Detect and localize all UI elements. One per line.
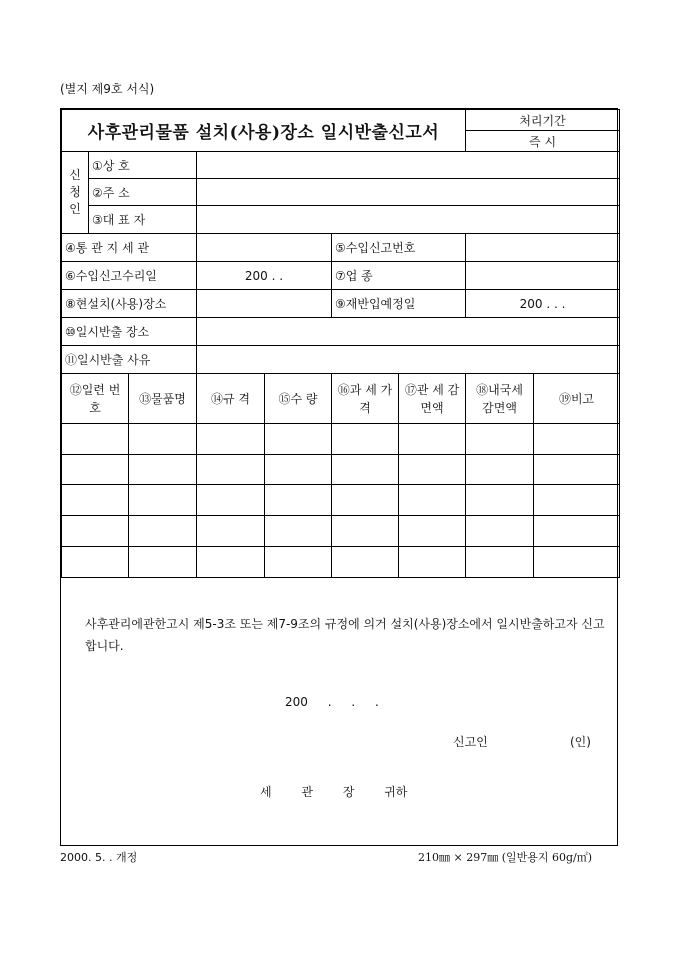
table-row	[62, 485, 620, 516]
customs-office-field[interactable]	[197, 234, 332, 262]
table-cell[interactable]	[62, 455, 129, 485]
table-cell[interactable]	[466, 424, 534, 455]
form-table	[61, 109, 620, 578]
export-reason-label: ⑪일시반출 사유	[62, 346, 197, 374]
table-cell[interactable]	[197, 455, 265, 485]
table-cell[interactable]	[466, 485, 534, 516]
export-place-field[interactable]	[197, 318, 620, 346]
table-cell[interactable]	[265, 424, 332, 455]
table-row	[62, 516, 620, 547]
table-cell[interactable]	[466, 516, 534, 547]
table-cell[interactable]	[265, 547, 332, 578]
applicant-address-field[interactable]	[197, 179, 620, 206]
table-cell[interactable]	[534, 424, 620, 455]
addressee: 세 관 장 귀하	[260, 785, 408, 799]
export-reason-field[interactable]	[197, 346, 620, 374]
table-cell[interactable]	[129, 485, 197, 516]
table-cell[interactable]	[129, 424, 197, 455]
processing-period-value: 즉 시	[466, 131, 620, 152]
col-header-quantity: ⑮수 량	[265, 374, 332, 424]
table-cell[interactable]	[197, 516, 265, 547]
table-cell[interactable]	[332, 485, 399, 516]
table-cell[interactable]	[534, 455, 620, 485]
table-cell[interactable]	[332, 547, 399, 578]
table-cell[interactable]	[332, 516, 399, 547]
col-header-customs-reduction: ⑰관 세 감면액	[399, 374, 466, 424]
table-row	[62, 547, 620, 578]
current-location-label: ⑧현설치(사용)장소	[62, 290, 197, 318]
col-header-taxable-value: ⑯과 세 가 격	[332, 374, 399, 424]
acceptance-date-field[interactable]: 200 . .	[197, 262, 332, 290]
col-header-domestic-tax-reduction: ⑱내국세 감면액	[466, 374, 534, 424]
acceptance-date-label: ⑥수입신고수리일	[62, 262, 197, 290]
table-cell[interactable]	[399, 516, 466, 547]
form-title: 사후관리물품 설치(사용)장소 일시반출신고서	[62, 110, 466, 152]
table-cell[interactable]	[265, 455, 332, 485]
reimport-date-field[interactable]: 200 . . .	[466, 290, 620, 318]
business-type-label: ⑦업 종	[332, 262, 466, 290]
table-cell[interactable]	[62, 424, 129, 455]
applicant-address-label: ②주 소	[89, 179, 197, 206]
table-cell[interactable]	[265, 485, 332, 516]
seal-mark[interactable]: (인)	[570, 735, 591, 749]
reimport-date-label: ⑨재반입예정일	[332, 290, 466, 318]
business-type-field[interactable]	[466, 262, 620, 290]
processing-period-label: 처리기간	[466, 110, 620, 131]
form-frame	[60, 108, 618, 846]
applicant-representative-field[interactable]	[197, 206, 620, 234]
current-location-field[interactable]	[197, 290, 332, 318]
export-place-label: ⑩일시반출 장소	[62, 318, 197, 346]
table-cell[interactable]	[265, 516, 332, 547]
table-cell[interactable]	[197, 485, 265, 516]
table-cell[interactable]	[332, 424, 399, 455]
table-cell[interactable]	[62, 485, 129, 516]
table-cell[interactable]	[197, 547, 265, 578]
table-cell[interactable]	[62, 516, 129, 547]
applicant-representative-label: ③대 표 자	[89, 206, 197, 234]
revision-note: 2000. 5. . 개정	[60, 851, 138, 864]
declaration-section	[61, 591, 619, 847]
table-cell[interactable]	[399, 455, 466, 485]
col-header-item-name: ⑬물품명	[129, 374, 197, 424]
declaration-text: 사후관리에관한고시 제5-3조 또는 제7-9조의 규정에 의거 설치(사용)장소에서 일시반출하고자 신고합니다.	[85, 617, 605, 653]
table-cell[interactable]	[399, 424, 466, 455]
col-header-spec: ⑭규 격	[197, 374, 265, 424]
table-cell[interactable]	[62, 547, 129, 578]
applicant-trade-name-field[interactable]	[197, 152, 620, 179]
signer-label: 신고인	[453, 735, 488, 749]
col-header-remarks: ⑲비고	[534, 374, 620, 424]
table-cell[interactable]	[466, 455, 534, 485]
table-cell[interactable]	[129, 455, 197, 485]
table-cell[interactable]	[534, 485, 620, 516]
customs-office-label: ④통 관 지 세 관	[62, 234, 197, 262]
table-cell[interactable]	[399, 547, 466, 578]
applicant-trade-name-label: ①상 호	[89, 152, 197, 179]
table-cell[interactable]	[466, 547, 534, 578]
table-cell[interactable]	[399, 485, 466, 516]
table-cell[interactable]	[534, 516, 620, 547]
import-declaration-number-label: ⑤수입신고번호	[332, 234, 466, 262]
declaration-date[interactable]: 200 . . .	[285, 695, 379, 709]
table-row	[62, 424, 620, 455]
applicant-group-label: 신 청 인	[62, 152, 89, 234]
table-cell[interactable]	[197, 424, 265, 455]
table-cell[interactable]	[129, 516, 197, 547]
table-cell[interactable]	[534, 547, 620, 578]
form-caption: (별지 제9호 서식)	[60, 82, 155, 96]
import-declaration-number-field[interactable]	[466, 234, 620, 262]
table-row	[62, 455, 620, 485]
table-cell[interactable]	[332, 455, 399, 485]
table-cell[interactable]	[129, 547, 197, 578]
paper-spec: 210㎜ × 297㎜ (일반용지 60g/㎡)	[418, 851, 593, 864]
col-header-serial: ⑫일련 번호	[62, 374, 129, 424]
